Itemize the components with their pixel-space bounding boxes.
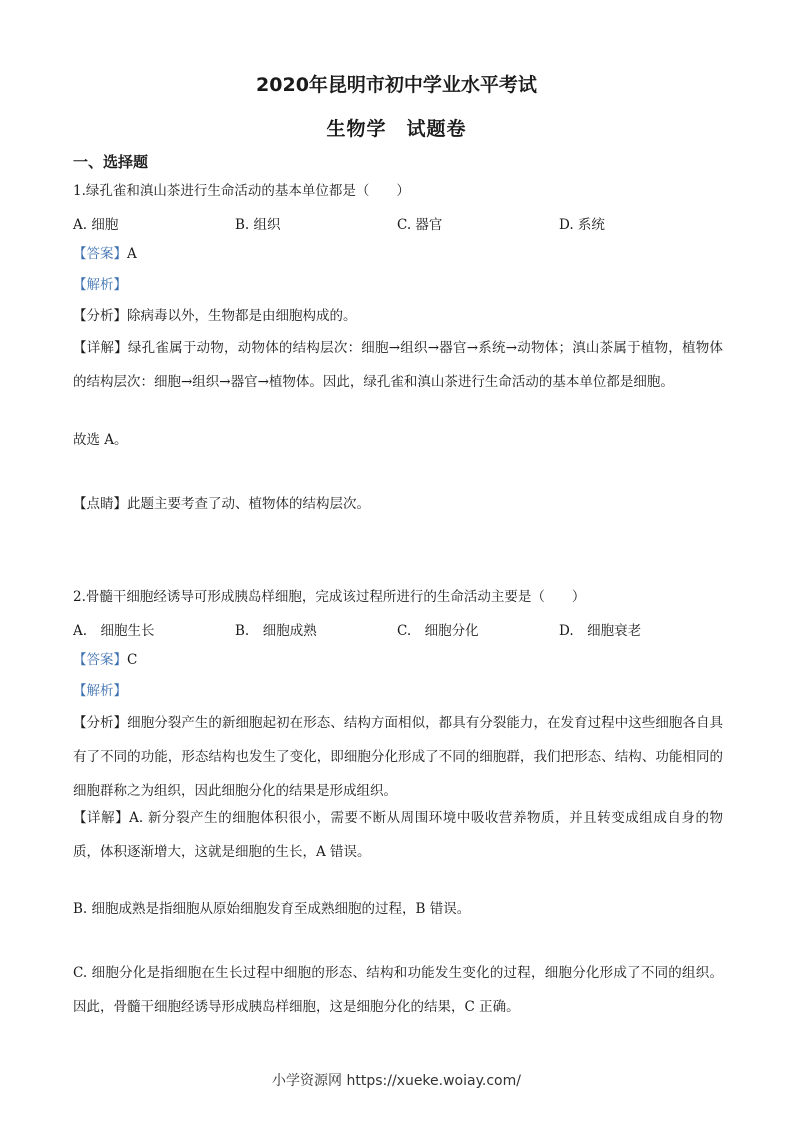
q2-analysis-tag: 【解析】 <box>73 683 127 699</box>
q2-option-b: B. 细胞成熟 <box>235 623 317 639</box>
q1-dianjing: 【点睛】此题主要考查了动、植物体的结构层次。 <box>73 496 370 512</box>
q2-option-a: A. 细胞生长 <box>73 623 155 639</box>
q2-stem: 2.骨髓干细胞经诱导可形成胰岛样细胞，完成该过程所进行的生命活动主要是（ ） <box>73 589 586 605</box>
q2-xiangjie: 【详解】A. 新分裂产生的细胞体积很小，需要不断从周围环境中吸收营养物质，并且转变成组成自身的物质，体积逐渐增大，这就是细胞的生长，A 错误。 <box>73 810 723 860</box>
q2-option-b-explain: B. 细胞成熟是指细胞从原始细胞发育至成熟细胞的过程，B 错误。 <box>73 901 471 917</box>
q1-stem: 1.绿孔雀和滇山茶进行生命活动的基本单位都是（ ） <box>73 183 410 199</box>
q1-answer <box>73 244 723 264</box>
q2-option-c: C. 细胞分化 <box>397 623 479 639</box>
page-subtitle: 生物学 试题卷 <box>326 118 467 140</box>
q1-option-b: B. 组织 <box>235 217 281 233</box>
q2-answer <box>73 650 723 670</box>
q1-option-a: A. 细胞 <box>73 217 119 233</box>
answer-tag: 【答案】 <box>73 246 127 262</box>
q1-fenxi: 【分析】除病毒以外，生物都是由细胞构成的。 <box>73 308 357 324</box>
q2-option-d: D. 细胞衰老 <box>559 623 642 639</box>
q1-analysis-tag: 【解析】 <box>73 277 127 293</box>
answer-tag: 【答案】 <box>73 652 127 668</box>
section-heading: 一、选择题 <box>73 153 149 171</box>
q2-fenxi: 【分析】细胞分裂产生的新细胞起初在形态、结构方面相似，都具有分裂能力，在发育过程中这些细胞各自具有了不同的功能，形态结构也发生了变化，即细胞分化形成了不同的细胞群，我们把形态、结构、功能相同的细胞群称之为组织，因此细胞分化的结果是形成组织。 <box>73 715 723 799</box>
answer-value: C <box>127 652 138 668</box>
answer-value: A <box>127 246 137 262</box>
q1-xiangjie: 【详解】绿孔雀属于动物，动物体的结构层次：细胞→组织→器官→系统→动物体；滇山茶属于植物，植物体的结构层次：细胞→组织→器官→植物体。因此，绿孔雀和滇山茶进行生命活动的基本单位都是细胞。 <box>73 340 723 390</box>
q2-option-c-explain: C. 细胞分化是指细胞在生长过程中细胞的形态、结构和功能发生变化的过程，细胞分化形成了不同的组织。因此，骨髓干细胞经诱导形成胰岛样细胞，这是细胞分化的结果，C 正确。 <box>73 965 723 1015</box>
q1-option-d: D. 系统 <box>559 217 605 233</box>
page-title: 2020年昆明市初中学业水平考试 <box>256 74 537 96</box>
footer-watermark: 小学资源网 https://xueke.woiay.com/ <box>272 1073 521 1089</box>
q1-choose: 故选 A。 <box>73 432 128 448</box>
q1-option-c: C. 器官 <box>397 217 443 233</box>
